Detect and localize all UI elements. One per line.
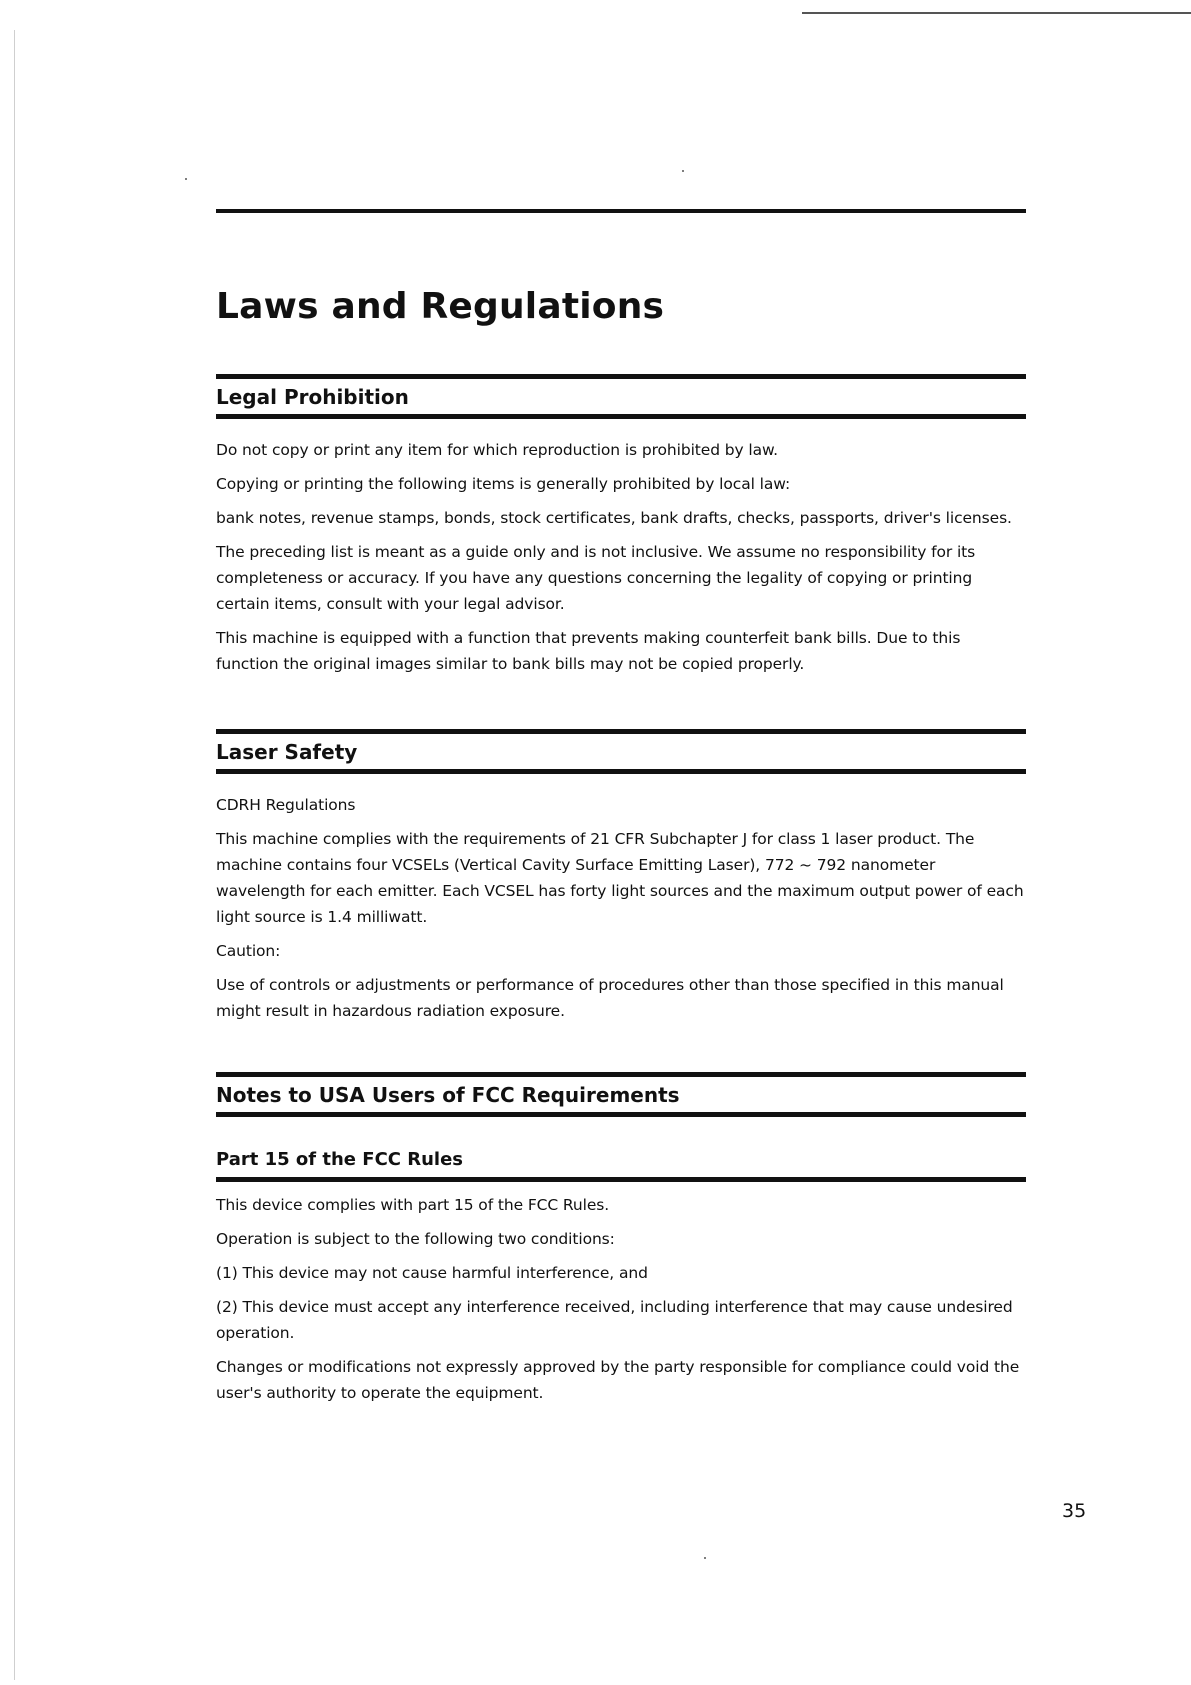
section-legal-prohibition — [216, 374, 1026, 685]
paragraph: This machine complies with the requirements of 21 CFR Subchapter J for class 1 laser product. The machine contains four VCSELs (Vertical Cavity Surface Emitting Laser), 772 ~ 792 nanometer wavelength for each emitter. Each VCSEL has forty light sources and the maximum output power of each light source is 1.4 milliwatt. — [216, 830, 1024, 926]
section-heading: Laser Safety — [216, 729, 1026, 774]
scan-edge-top — [802, 12, 1191, 14]
paragraph: Do not copy or print any item for which reproduction is prohibited by law. — [216, 441, 778, 459]
paragraph: Caution: — [216, 942, 281, 960]
section-fcc-requirements — [216, 1072, 1026, 1414]
section-heading: Legal Prohibition — [216, 374, 1026, 419]
section-body — [216, 419, 1026, 677]
section-body — [216, 1182, 1026, 1406]
scan-speck — [704, 1557, 706, 1559]
page-number: 35 — [1062, 1500, 1087, 1522]
subsection-part-15 — [216, 1117, 1026, 1406]
section-body — [216, 774, 1026, 1024]
paragraph: Use of controls or adjustments or performance of procedures other than those specified in this manual might result in hazardous radiation exposure. — [216, 976, 1004, 1020]
paragraph: Operation is subject to the following two conditions: — [216, 1230, 615, 1248]
paragraph: CDRH Regulations — [216, 796, 356, 814]
top-rule — [216, 209, 1026, 213]
paragraph: The preceding list is meant as a guide only and is not inclusive. We assume no responsibility for its completeness or accuracy. If you have any questions concerning the legality of copying or printing certain items, consult with your legal advisor. — [216, 543, 976, 613]
paragraph: bank notes, revenue stamps, bonds, stock certificates, bank drafts, checks, passports, driver's licenses. — [216, 509, 1012, 527]
scan-speck — [185, 178, 187, 180]
section-laser-safety — [216, 729, 1026, 1032]
paragraph: (2) This device must accept any interference received, including interference that may cause undesired operation. — [216, 1298, 1013, 1342]
scan-speck — [682, 170, 684, 172]
paragraph: (1) This device may not cause harmful interference, and — [216, 1264, 648, 1282]
subsection-heading: Part 15 of the FCC Rules — [216, 1147, 1026, 1182]
section-heading: Notes to USA Users of FCC Requirements — [216, 1072, 1026, 1117]
scan-edge-left — [14, 30, 15, 1680]
page-title: Laws and Regulations — [216, 286, 665, 327]
paragraph: This device complies with part 15 of the FCC Rules. — [216, 1196, 610, 1214]
paragraph: Changes or modifications not expressly approved by the party responsible for compliance could void the user's authority to operate the equipment. — [216, 1358, 1020, 1402]
paragraph: Copying or printing the following items is generally prohibited by local law: — [216, 475, 791, 493]
paragraph: This machine is equipped with a function that prevents making counterfeit bank bills. Due to this function the original images similar to bank bills may not be copied properly. — [216, 629, 961, 673]
